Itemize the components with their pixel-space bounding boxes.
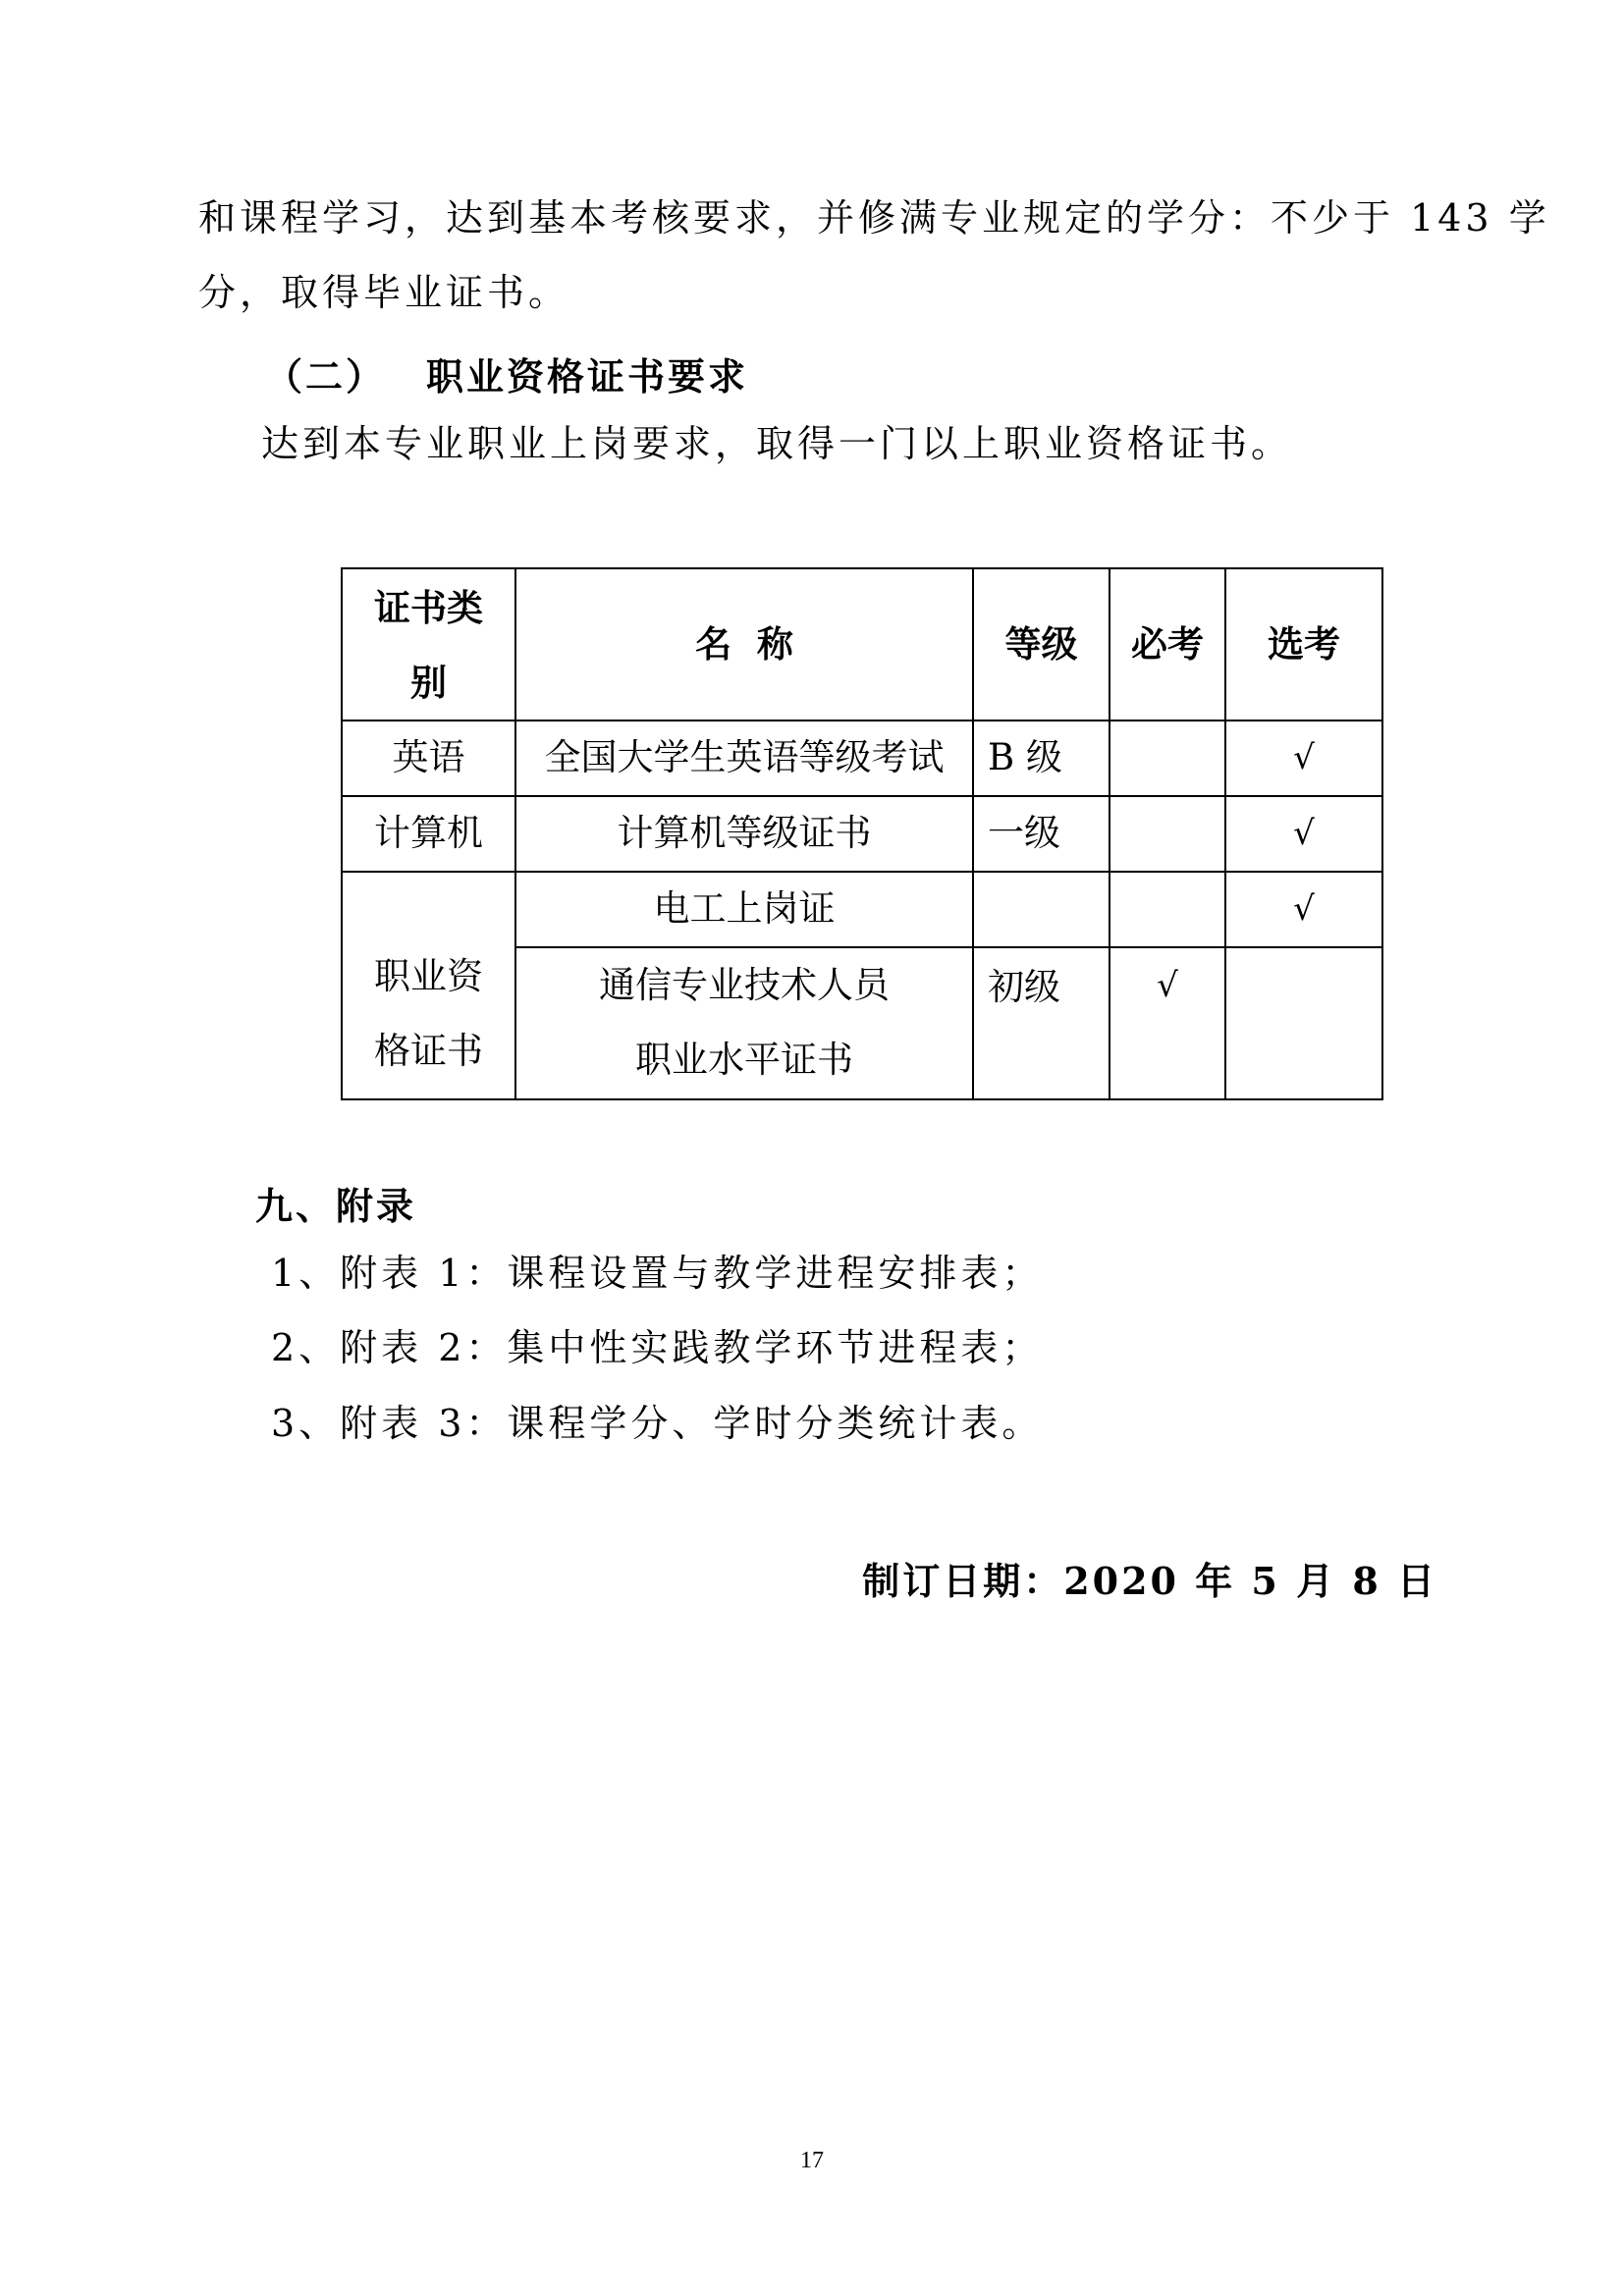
header-name: 名 称 [515,568,973,721]
paragraph-line-1: 和课程学习，达到基本考核要求，并修满专业规定的学分：不少于 143 学 [198,196,1550,240]
section-number: （二） [265,354,387,399]
row-required [1110,872,1225,947]
row-required: √ [1110,947,1225,1099]
row-required [1110,796,1225,872]
header-required: 必考 [1110,568,1225,721]
appendix-item-3: 3、附表 3：课程学分、学时分类统计表。 [271,1402,1044,1445]
header-category-line-2: 别 [410,660,447,704]
row-name-line-2: 职业水平证书 [635,1039,853,1081]
appendix-item-1: 1、附表 1：课程设置与教学进程安排表； [271,1252,1044,1295]
row-category: 英语 [342,721,515,796]
row-optional: √ [1225,796,1382,872]
appendix-item-2: 2、附表 2：集中性实践教学环节进程表； [271,1326,1044,1369]
table-row [342,796,1382,872]
appendix-title: 九、附录 [255,1184,417,1228]
certificate-table [341,567,1383,1100]
row-optional [1225,947,1382,1099]
row-name: 计算机等级证书 [515,796,973,872]
table-row [342,872,1382,947]
row-level: 一级 [973,796,1110,872]
row-optional: √ [1225,721,1382,796]
row-level [973,872,1110,947]
header-category [342,568,515,721]
header-optional: 选考 [1225,568,1382,721]
table-header-row [342,568,1382,721]
section-title: 职业资格证书要求 [426,354,749,399]
header-category-line-1: 证书类 [374,585,483,629]
row-category: 计算机 [342,796,515,872]
header-level: 等级 [973,568,1110,721]
row-name: 全国大学生英语等级考试 [515,721,973,796]
row-required [1110,721,1225,796]
paragraph-line-2: 分，取得毕业证书。 [198,271,570,314]
page-number: 17 [800,2148,824,2173]
row-name [515,947,973,1099]
row-category-line-1: 职业资 [374,955,483,997]
requirement-paragraph: 达到本专业职业上岗要求，取得一门以上职业资格证书。 [261,422,1293,465]
table-row [342,721,1382,796]
row-name-line-1: 通信专业技术人员 [599,964,890,1006]
row-level: 初级 [973,947,1110,1099]
revision-date: 制订日期：2020 年 5 月 8 日 [862,1559,1437,1603]
row-category-line-2: 格证书 [374,1030,483,1072]
row-level: B 级 [973,721,1110,796]
row-optional: √ [1225,872,1382,947]
row-category-merged [342,872,515,1099]
row-name: 电工上岗证 [515,872,973,947]
